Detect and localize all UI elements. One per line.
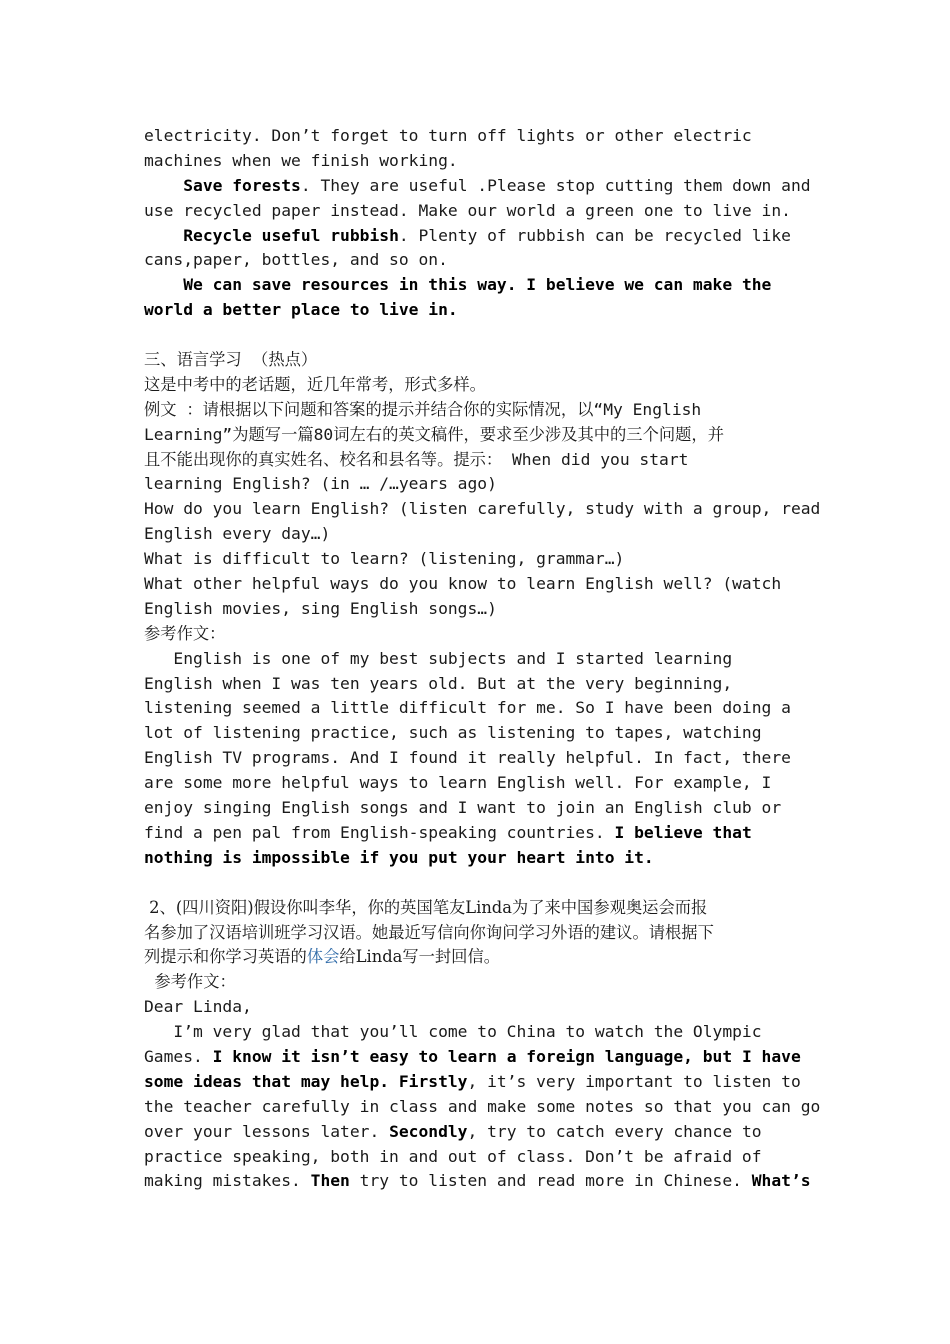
example-prompt-line: Learning”为题写一篇80词左右的英文稿件，要求至少涉及其中的三个问题，并	[144, 424, 724, 444]
bold-fragment: What’s	[751, 1171, 811, 1191]
letter-line: I’m very glad that you’ll come to China to watch the Olympic	[144, 1022, 762, 1042]
task-2	[144, 896, 821, 1195]
task-prompt-line: 2、(四川资阳)假设你叫李华，你的英国笔友Linda为了来中国参观奥运会而报	[144, 897, 708, 917]
text-line: cans,paper, bottles, and so on.	[144, 250, 448, 270]
text-fragment: 列提示和你学习英语的	[144, 947, 307, 967]
letter-line	[144, 1070, 812, 1095]
text-fragment: , it’s very important to listen to	[467, 1071, 801, 1091]
experience-link[interactable]: 体会	[306, 947, 340, 967]
question-line: English movies, sing English songs…)	[144, 598, 497, 618]
text-fragment: 给Linda写一封回信。	[339, 947, 501, 967]
paragraph-save-forests	[144, 174, 812, 224]
text-line	[144, 273, 812, 298]
reference-label: 参考作文：	[144, 972, 236, 992]
bold-fragment: some ideas that may help. Firstly	[144, 1071, 468, 1091]
essay-line	[144, 821, 812, 846]
reference-essay	[144, 647, 812, 871]
question-line: What is difficult to learn? (listening, grammar…)	[144, 549, 625, 569]
heading-save-forests: Save forests	[183, 175, 301, 195]
task-prompt-line: 名参加了汉语培训班学习汉语。她最近写信向你询问学习外语的建议。请根据下	[144, 922, 714, 942]
section-title: 三、语言学习 （热点）	[144, 350, 318, 370]
text-fragment: We can save resources in this way. I believe we can make the	[183, 275, 772, 295]
section-intro: 这是中考中的老话题，近几年常考，形式多样。	[144, 374, 486, 394]
text-fragment: , try to catch every chance to	[467, 1121, 762, 1141]
example-prompt-line: 且不能出现你的真实姓名、校名和县名等。提示： When did you start	[144, 449, 689, 469]
bold-fragment: I know it isn’t easy to learn a foreign language, but I have	[212, 1046, 801, 1066]
essay-line: are some more helpful ways to learn English well. For example, I	[144, 773, 772, 793]
text-fragment: find a pen pal from English-speaking countries.	[144, 822, 615, 842]
letter-line	[144, 1045, 812, 1070]
text-line: world a better place to live in.	[144, 300, 458, 320]
letter-line	[144, 1169, 812, 1194]
example-prompt-line: 例文 ：请根据以下问题和答案的提示并结合你的实际情况，以“My English	[144, 399, 702, 419]
text-line: use recycled paper instead. Make our world a green one to live in.	[144, 200, 791, 220]
text-line	[144, 224, 812, 249]
reference-label: 参考作文：	[144, 623, 226, 643]
paragraph-conclusion	[144, 273, 812, 323]
section-language-learning	[144, 348, 821, 871]
essay-line: English is one of my best subjects and I started learning	[144, 648, 733, 668]
text-fragment: over your lessons later.	[144, 1121, 390, 1141]
essay-line: lot of listening practice, such as listening to tapes, watching	[144, 723, 762, 743]
essay-line: nothing is impossible if you put your heart into it.	[144, 847, 654, 867]
question-line: What other helpful ways do you know to learn English well? (watch	[144, 574, 782, 594]
text-fragment: Games.	[144, 1046, 213, 1066]
document-page	[144, 124, 821, 1194]
paragraph-save-electricity	[144, 124, 812, 174]
text-fragment: . Plenty of rubbish can be recycled like	[398, 225, 791, 245]
bold-fragment: I believe that	[614, 822, 752, 842]
letter-line	[144, 1120, 812, 1145]
text-fragment: making mistakes.	[144, 1171, 311, 1191]
essay-line: English when I was ten years old. But at the very beginning,	[144, 673, 733, 693]
letter-body	[144, 1020, 821, 1194]
paragraph-recycle	[144, 224, 812, 274]
essay-line: English TV programs. And I found it really helpful. In fact, there	[144, 748, 791, 768]
text-line: electricity. Don’t forget to turn off lights or other electric	[144, 126, 752, 145]
question-line: English every day…)	[144, 524, 331, 544]
spacer	[144, 871, 812, 896]
spacer	[144, 323, 812, 348]
task-prompt-line	[144, 945, 812, 970]
question-line: How do you learn English? (listen carefully, study with a group, read	[144, 499, 821, 519]
example-prompt-line: learning English? (in … /…years ago)	[144, 474, 497, 494]
essay-line: listening seemed a little difficult for me. So I have been doing a	[144, 698, 791, 718]
bold-fragment: Secondly	[389, 1121, 468, 1141]
essay-line: enjoy singing English songs and I want to join an English club or	[144, 798, 782, 818]
letter-greeting: Dear Linda,	[144, 997, 252, 1017]
text-fragment: . They are useful .Please stop cutting them down and	[300, 175, 811, 195]
text-fragment: try to listen and read more in Chinese.	[349, 1171, 752, 1191]
heading-recycle: Recycle useful rubbish	[183, 225, 399, 245]
text-line: machines when we finish working.	[144, 150, 458, 170]
bold-fragment: Then	[310, 1171, 350, 1191]
text-line	[144, 174, 812, 199]
letter-line: practice speaking, both in and out of class. Don’t be afraid of	[144, 1146, 762, 1166]
letter-line: the teacher carefully in class and make some notes so that you can go	[144, 1096, 821, 1116]
